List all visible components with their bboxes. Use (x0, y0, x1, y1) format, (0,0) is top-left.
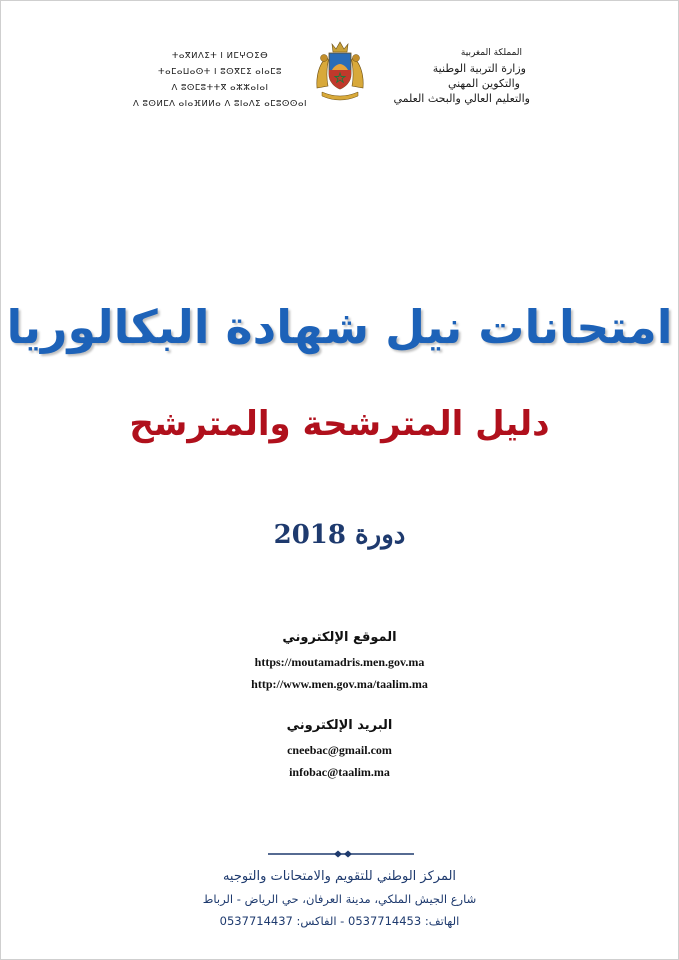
session-year: دورة 2018 (273, 520, 406, 550)
center-address: شارع الجيش الملكي، مدينة العرفان، حي الرياض - الرباط (202, 892, 477, 906)
website-link[interactable]: https://moutamadris.men.gov.ma (254, 655, 425, 669)
center-name: المركز الوطني للتقويم والامتحانات والتوجيه (222, 869, 457, 884)
website-link[interactable]: http://www.men.gov.ma/taalim.ma (251, 677, 428, 691)
emails-label: البريد الإلكتروني (286, 718, 393, 733)
center-phones: الهاتف: 0537714453 - الفاكس: 0537714437 (219, 914, 460, 928)
tifinagh-line: ⴷ ⵓⵙⵎⵓⵜⵜⴳ ⴰⵣⵣⴰⵏⴰⵏ (171, 83, 269, 93)
tifinagh-line: ⵜⴰⴳⵍⴷⵉⵜ ⵏ ⵍⵎⵖⵔⵉⴱ (171, 51, 269, 61)
ornamental-divider (268, 848, 414, 860)
email-link[interactable]: cneebac@gmail.com (287, 743, 392, 757)
moroccan-coat-of-arms-icon (314, 40, 366, 102)
sub-title: دليل المترشحة والمترشح (129, 404, 550, 444)
websites-label: الموقع الإلكتروني (282, 630, 397, 645)
ministry-line: وزارة التربية الوطنية (432, 62, 526, 75)
ministry-line: والتعليم العالي والبحث العلمي (393, 92, 530, 105)
tifinagh-ministry-name (130, 48, 310, 112)
main-title: امتحانات نيل شهادة البكالوريا (6, 300, 673, 354)
emails-section (0, 718, 679, 783)
header (0, 40, 679, 120)
email-link[interactable]: infobac@taalim.ma (289, 765, 390, 779)
websites-section (0, 630, 679, 695)
kingdom-name: المملكة المغربية (460, 48, 522, 58)
footer (0, 866, 679, 932)
tifinagh-line: ⵜⴰⵎⴰⵡⴰⵙⵜ ⵏ ⵓⵙⴳⵎⵉ ⴰⵏⴰⵎⵓ (158, 67, 282, 77)
ministry-line: والتكوين المهني (447, 77, 520, 90)
arabic-ministry-name (360, 46, 530, 106)
tifinagh-line: ⴷ ⵓⵙⵍⵎⴷ ⴰⵏⴰⴼⵍⵍⴰ ⴷ ⵓⵏⴰⴷⵉ ⴰⵎⵓⵙⵙⴰⵏ (133, 99, 307, 109)
